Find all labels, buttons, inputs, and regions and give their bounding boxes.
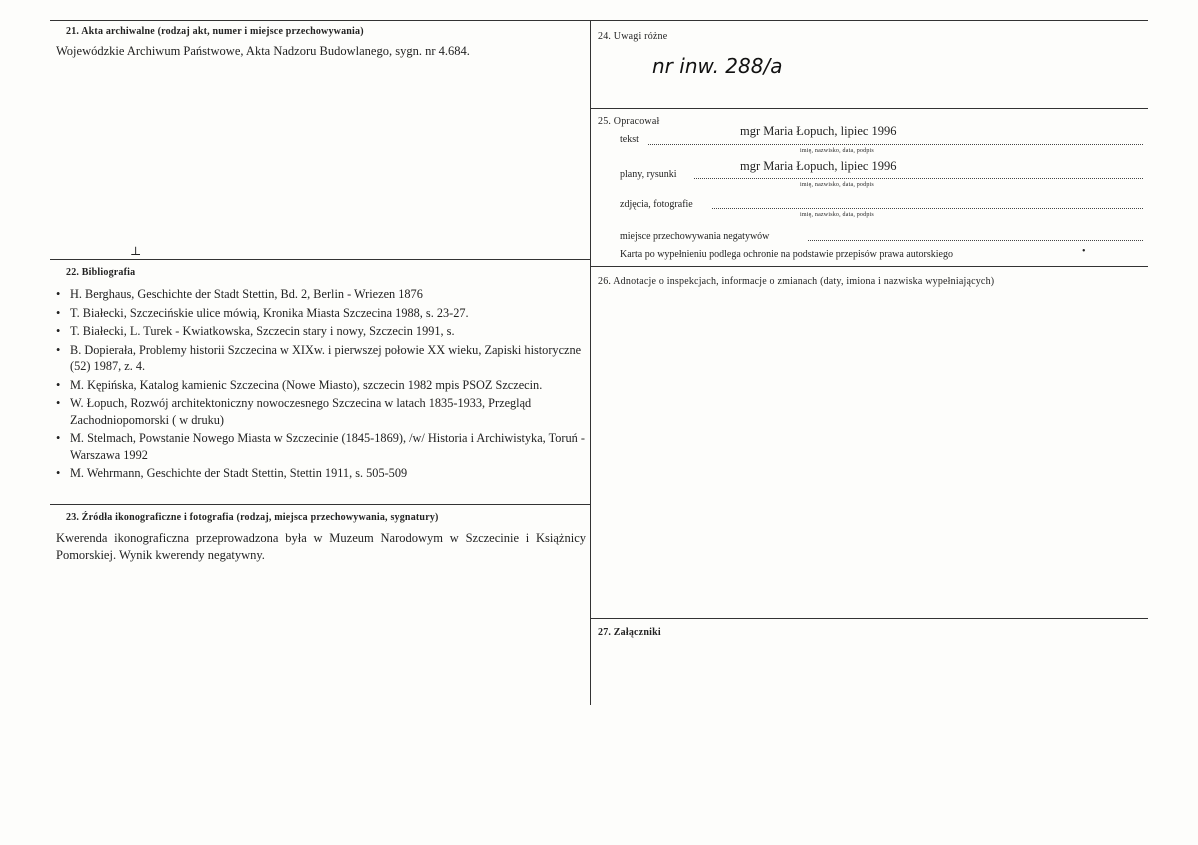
section-23-header: 23. Źródła ikonograficzne i fotografia (rodzaj, miejsca przechowywania, sygnatury): [66, 512, 439, 523]
divider-25-26: [591, 266, 1148, 267]
small-dot-mark: •: [1082, 246, 1086, 257]
negatywy-dotted-line: [808, 240, 1143, 241]
zdjecia-label: zdjęcia, fotografie: [620, 199, 693, 210]
section-21-header: 21. Akta archiwalne (rodzaj akt, numer i miejsce przechowywania): [66, 26, 364, 37]
tekst-dotted-line: [648, 144, 1143, 145]
bibliography-item: • B. Dopierała, Problemy historii Szczecina w XIXw. i pierwszej połowie XX wieku, Zapiski historyczne (52) 1987, z. 4.: [56, 342, 582, 373]
plany-label: plany, rysunki: [620, 169, 677, 180]
bullet-icon: •: [56, 396, 61, 410]
stray-mark: ⊥: [130, 244, 142, 258]
divider-21-22: [50, 259, 590, 260]
bullet-icon: •: [56, 377, 61, 392]
bibliography-item: • T. Białecki, Szczecińskie ulice mówią, Kronika Miasta Szczecina 1988, s. 23-27.: [56, 305, 469, 320]
zdjecia-dotted-line: [712, 208, 1143, 209]
divider-24-25: [591, 108, 1148, 109]
bibliography-list: [56, 286, 588, 484]
copyright-note: Karta po wypełnieniu podlega ochronie na podstawie przepisów prawa autorskiego: [620, 249, 953, 260]
zdjecia-caption: imię, nazwisko, data, podpis: [800, 212, 874, 218]
section-21-text: Wojewódzkie Archiwum Państwowe, Akta Nadzoru Budowlanego, sygn. nr 4.684.: [56, 44, 470, 58]
section-22-header: 22. Bibliografia: [66, 267, 136, 278]
bibliography-item: • H. Berghaus, Geschichte der Stadt Stettin, Bd. 2, Berlin - Wriezen 1876: [56, 287, 423, 301]
bullet-icon: •: [56, 466, 61, 480]
handwritten-inventory-note: nr inw. 288/a: [652, 54, 783, 78]
bullet-icon: •: [56, 287, 61, 301]
bibliography-item: • M. Kępińska, Katalog kamienic Szczecina (Nowe Miasto), szczecin 1982 mpis PSOZ Szczecin.: [56, 377, 543, 392]
plany-value: mgr Maria Łopuch, lipiec 1996: [740, 159, 897, 173]
tekst-label: tekst: [620, 134, 639, 145]
section-26-header: 26. Adnotacje o inspekcjach, informacje o zmianach (daty, imiona i nazwiska wypełniających): [598, 276, 995, 287]
bibliography-item: • T. Białecki, L. Turek - Kwiatkowska, Szczecin stary i nowy, Szczecin 1991, s.: [56, 324, 455, 338]
section-25-header: 25. Opracował: [598, 116, 660, 127]
bullet-icon: •: [56, 431, 61, 445]
tekst-caption: imię, nazwisko, data, podpis: [800, 148, 874, 154]
section-23-text: Kwerenda ikonograficzna przeprowadzona była w Muzeum Narodowym w Szczecinie i Książnicy Pomorskiej. Wynik kwerendy negatywny.: [56, 531, 586, 562]
section-24-header: 24. Uwagi różne: [598, 31, 668, 42]
top-border: [50, 20, 1148, 21]
center-divider: [590, 20, 591, 705]
section-27-header: 27. Załączniki: [598, 627, 661, 638]
bullet-icon: •: [56, 324, 61, 338]
bibliography-item: • W. Łopuch, Rozwój architektoniczny nowoczesnego Szczecina w latach 1835-1933, Przegląd Zachodniopomorski ( w druku): [56, 396, 532, 427]
plany-caption: imię, nazwisko, data, podpis: [800, 182, 874, 188]
divider-26-27: [591, 618, 1148, 619]
tekst-value: mgr Maria Łopuch, lipiec 1996: [740, 124, 897, 138]
negatywy-label: miejsce przechowywania negatywów: [620, 231, 770, 242]
plany-dotted-line: [694, 178, 1143, 179]
divider-22-23: [50, 504, 590, 505]
bullet-icon: •: [56, 342, 61, 357]
bibliography-item: • M. Stelmach, Powstanie Nowego Miasta w Szczecinie (1845-1869), /w/ Historia i Archiwistyka, Toruń - Warszawa 1992: [56, 431, 585, 462]
bullet-icon: •: [56, 305, 61, 320]
bibliography-item: • M. Wehrmann, Geschichte der Stadt Stettin, Stettin 1911, s. 505-509: [56, 466, 408, 480]
